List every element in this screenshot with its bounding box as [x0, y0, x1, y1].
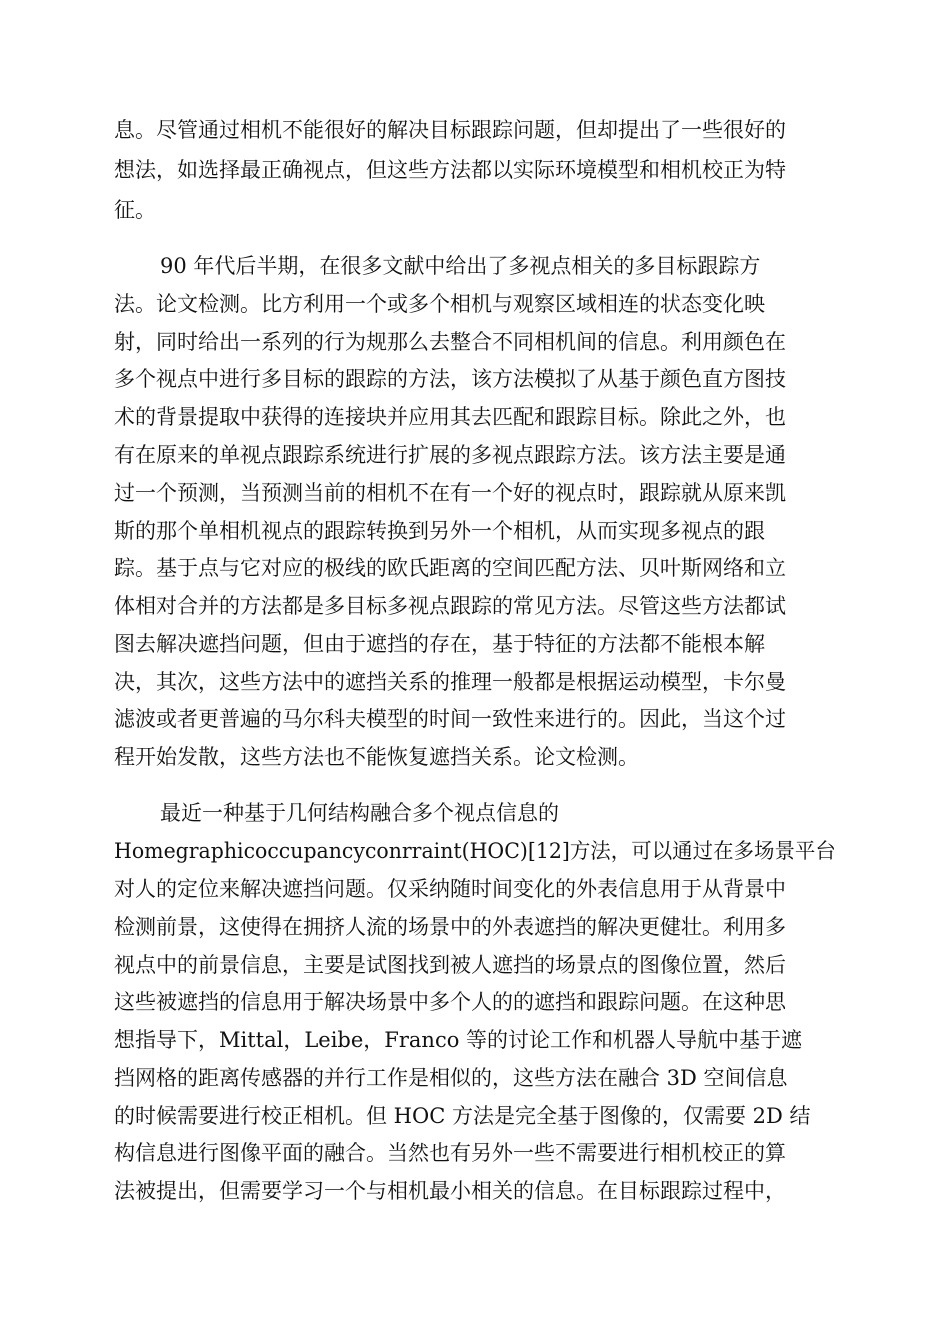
- text-line: 构信息进行图像平面的融合。当然也有另外一些不需要进行相机校正的算: [114, 1141, 786, 1165]
- text-line: 斯的那个单相机视点的跟踪转换到另外一个相机，从而实现多视点的跟: [114, 519, 765, 543]
- text-line: 射，同时给出一系列的行为规那么去整合不同相机间的信息。利用颜色在: [114, 330, 786, 354]
- text-line: 体相对合并的方法都是多目标多视点跟踪的常见方法。尽管这些方法都试: [114, 594, 786, 618]
- text-line: 想法，如选择最正确视点，但这些方法都以实际环境模型和相机校正为特: [114, 158, 786, 182]
- text-line: Homegraphicoccupancyconrraint(HOC)[12]方法，可以通过在多场景平台: [114, 839, 836, 863]
- text-line: 这些被遮挡的信息用于解决场景中多个人的的遮挡和跟踪问题。在这种思: [114, 990, 786, 1014]
- text-line: 法。论文检测。比方利用一个或多个相机与观察区域相连的状态变化映: [114, 292, 765, 316]
- text-line: 多个视点中进行多目标的跟踪的方法，该方法模拟了从基于颜色直方图技: [114, 367, 786, 391]
- text-line: 的时候需要进行校正相机。但 HOC 方法是完全基于图像的，仅需要 2D 结: [114, 1104, 811, 1128]
- text-line: 对人的定位来解决遮挡问题。仅采纳随时间变化的外表信息用于从背景中: [114, 877, 786, 901]
- text-line: 法被提出，但需要学习一个与相机最小相关的信息。在目标跟踪过程中，: [114, 1179, 786, 1203]
- text-line: 检测前景，这使得在拥挤人流的场景中的外表遮挡的解决更健壮。利用多: [114, 915, 786, 939]
- text-line: 挡网格的距离传感器的并行工作是相似的，这些方法在融合 3D 空间信息: [114, 1066, 788, 1090]
- text-line: 视点中的前景信息，主要是试图找到被人遮挡的场景点的图像位置，然后: [114, 953, 786, 977]
- text-line: 90 年代后半期，在很多文献中给出了多视点相关的多目标跟踪方: [160, 254, 761, 278]
- text-line: 决，其次，这些方法中的遮挡关系的推理一般都是根据运动模型，卡尔曼: [114, 670, 786, 694]
- text-line: 息。尽管通过相机不能很好的解决目标跟踪问题，但却提出了一些很好的: [114, 118, 786, 142]
- text-line: 滤波或者更普遍的马尔科夫模型的时间一致性来进行的。因此，当这个过: [114, 707, 786, 731]
- text-line: 过一个预测，当预测当前的相机不在有一个好的视点时，跟踪就从原来凯: [114, 481, 786, 505]
- text-line: 术的背景提取中获得的连接块并应用其去匹配和跟踪目标。除此之外，也: [114, 405, 786, 429]
- text-line: 想指导下，Mittal，Leibe，Franco 等的讨论工作和机器人导航中基于遮: [114, 1028, 803, 1052]
- text-line: 有在原来的单视点跟踪系统进行扩展的多视点跟踪方法。该方法主要是通: [114, 443, 786, 467]
- text-line: 征。: [114, 198, 156, 222]
- text-line: 程开始发散，这些方法也不能恢复遮挡关系。论文检测。: [114, 745, 639, 769]
- text-line: 踪。基于点与它对应的极线的欧氏距离的空间匹配方法、贝叶斯网络和立: [114, 556, 786, 580]
- text-line: 图去解决遮挡问题，但由于遮挡的存在，基于特征的方法都不能根本解: [114, 632, 765, 656]
- text-line: 最近一种基于几何结构融合多个视点信息的: [160, 801, 559, 825]
